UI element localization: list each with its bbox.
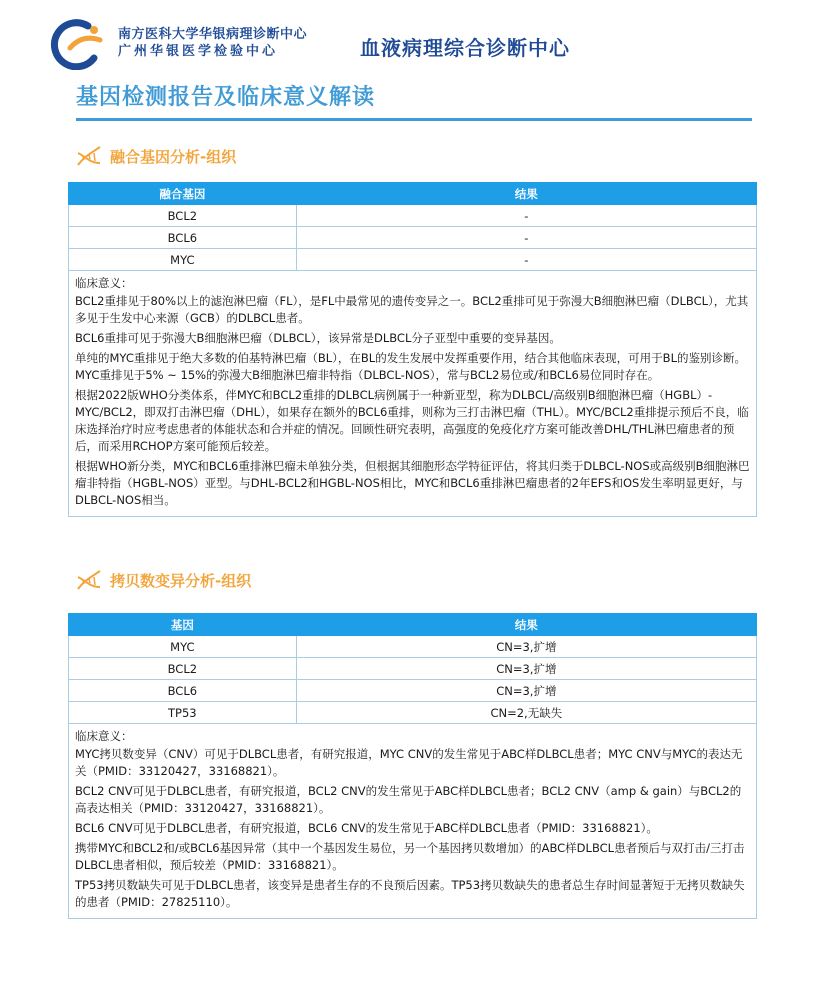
- center-name: 血液病理综合诊断中心: [360, 36, 570, 60]
- column-header: 结果: [296, 183, 756, 205]
- table-header-row: [69, 183, 757, 205]
- fusion-section-label: 融合基因分析-组织: [110, 147, 237, 166]
- organization-name: [118, 26, 307, 61]
- significance-paragraph: BCL6重排可见于弥漫大B细胞淋巴瘤（DLBCL），该异常是DLBCL分子亚型中重要的变异基因。: [75, 331, 561, 345]
- clinical-significance-row: [69, 724, 757, 919]
- result-cell: CN=2,无缺失: [296, 702, 756, 724]
- result-cell: -: [296, 205, 756, 227]
- table-row: [69, 702, 757, 724]
- org-line-1: 南方医科大学华银病理诊断中心: [118, 27, 308, 42]
- significance-paragraph: 单纯的MYC重排见于绝大多数的伯基特淋巴瘤（BL），在BL的发生发展中发挥重要作用，结合其他临床表现，可用于BL的鉴别诊断。MYC重排见于5% ~ 15%的弥漫大B细胞淋巴瘤非特指（DLBCL-NOS），常与BCL2易位或/和BCL6易位同时存在。: [75, 351, 746, 382]
- dna-icon: [74, 143, 104, 169]
- significance-paragraph: 根据WHO新分类，MYC和BCL6重排淋巴瘤未单独分类，但根据其细胞形态学特征评估，将其归类于DLBCL-NOS或高级别B细胞淋巴瘤非特指（HGBL-NOS）亚型。与DHL-BCL2和HGBL-NOS相比，MYC和BCL6重排淋巴瘤患者的2年EFS和OS发生率明显更好，与DLBCL-NOS相当。: [75, 459, 750, 507]
- clinical-significance-title: 临床意义：: [75, 276, 133, 290]
- significance-paragraph: BCL6 CNV可见于DLBCL患者，有研究报道，BCL6 CNV的发生常见于ABC样DLBCL患者（PMID：33168821）。: [75, 821, 658, 835]
- cnv-section-heading: [74, 566, 251, 594]
- gene-cell: BCL2: [69, 205, 297, 227]
- table-row: [69, 658, 757, 680]
- significance-paragraph: MYC拷贝数变异（CNV）可见于DLBCL患者，有研究报道，MYC CNV的发生常见于ABC样DLBCL患者；MYC CNV与MYC的表达无关（PMID：33120427，33168821）。: [75, 747, 743, 778]
- cnv-section-label: 拷贝数变异分析-组织: [110, 571, 252, 590]
- gene-cell: TP53: [69, 702, 297, 724]
- clinical-significance-cell: [69, 271, 757, 517]
- table-header-row: [69, 614, 757, 636]
- title-divider: [76, 118, 752, 121]
- significance-paragraph: TP53拷贝数缺失可见于DLBCL患者，该变异是患者生存的不良预后因素。TP53拷贝数缺失的患者总生存时间显著短于无拷贝数缺失的患者（PMID：27825110）。: [75, 878, 745, 909]
- result-cell: -: [296, 249, 756, 271]
- dna-icon: [74, 567, 104, 593]
- significance-paragraph: BCL2重排见于80%以上的滤泡淋巴瘤（FL），是FL中最常见的遗传变异之一。BCL2重排可见于弥漫大B细胞淋巴瘤（DLBCL），尤其多见于生发中心来源（GCB）的DLBCL患者。: [75, 294, 749, 325]
- column-header: 融合基因: [69, 183, 297, 205]
- result-cell: CN=3,扩增: [296, 636, 756, 658]
- gene-cell: MYC: [69, 636, 297, 658]
- table-row: [69, 205, 757, 227]
- table-row: [69, 680, 757, 702]
- column-header: 基因: [69, 614, 297, 636]
- fusion-section-heading: [74, 142, 236, 170]
- page-title: 基因检测报告及临床意义解读: [76, 85, 376, 110]
- org-line-2: 广州华银医学检验中心: [118, 44, 279, 59]
- gene-cell: BCL2: [69, 658, 297, 680]
- column-header: 结果: [296, 614, 756, 636]
- result-cell: CN=3,扩增: [296, 680, 756, 702]
- report-header: [0, 0, 828, 80]
- result-cell: CN=3,扩增: [296, 658, 756, 680]
- gene-cell: BCL6: [69, 227, 297, 249]
- significance-paragraph: 携带MYC和BCL2和/或BCL6基因异常（其中一个基因发生易位，另一个基因拷贝数增加）的ABC样DLBCL患者预后与双打击/三打击DLBCL患者相似，预后较差（PMID：33168821）。: [75, 841, 745, 872]
- logo-icon: [50, 18, 106, 70]
- gene-cell: MYC: [69, 249, 297, 271]
- clinical-significance-cell: [69, 724, 757, 919]
- cnv-table: [68, 613, 757, 919]
- significance-paragraph: BCL2 CNV可见于DLBCL患者，有研究报道，BCL2 CNV的发生常见于ABC样DLBCL患者；BCL2 CNV（amp & gain）与BCL2的高表达相关（PMID：33120427，33168821）。: [75, 784, 742, 815]
- table-row: [69, 249, 757, 271]
- table-row: [69, 227, 757, 249]
- table-row: [69, 636, 757, 658]
- clinical-significance-title: 临床意义：: [75, 729, 133, 743]
- clinical-significance-row: [69, 271, 757, 517]
- result-cell: -: [296, 227, 756, 249]
- gene-cell: BCL6: [69, 680, 297, 702]
- significance-paragraph: 根据2022版WHO分类体系，伴MYC和BCL2重排的DLBCL病例属于一种新亚型，称为DLBCL/高级别B细胞淋巴瘤（HGBL）-MYC/BCL2，即双打击淋巴瘤（DHL），如果存在额外的BCL6重排，则称为三打击淋巴瘤（THL）。MYC/BCL2重排提示预后不良，临床选择治疗时应考虑患者的体能状态和合并症的情况。回顾性研究表明，高强度的免疫化疗方案可能改善DHL/THL淋巴瘤患者的预后，而采用RCHOP方案可能预后较差。: [75, 388, 749, 453]
- fusion-gene-table: [68, 182, 757, 517]
